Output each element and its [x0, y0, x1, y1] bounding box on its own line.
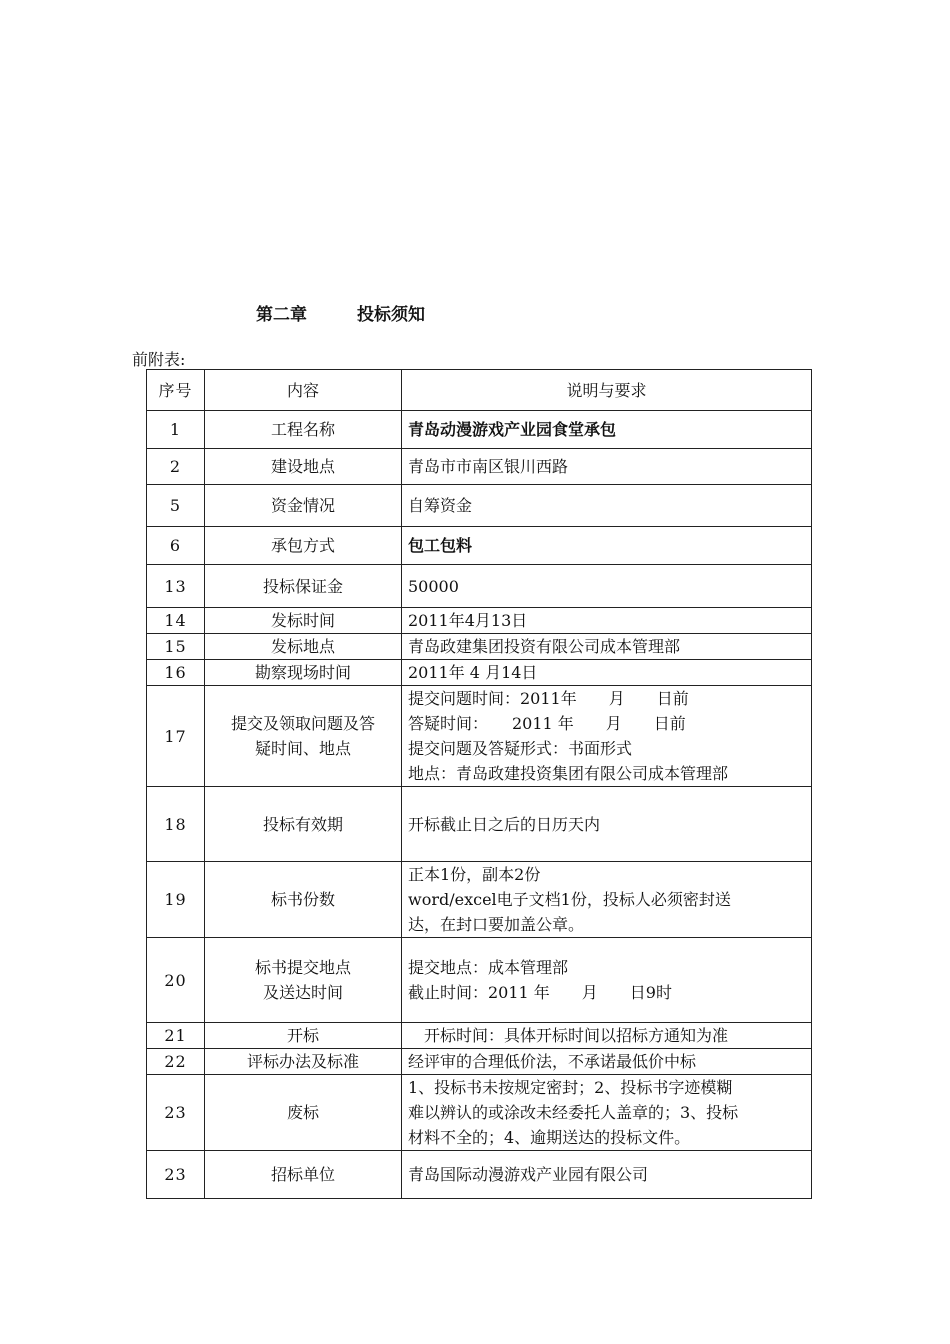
row-description: [402, 686, 812, 787]
table-row: [147, 411, 812, 449]
row-number: 23: [147, 1075, 205, 1151]
row-description-line: 截止时间：2011 年 月 日9时: [408, 983, 672, 1002]
row-item: 招标单位: [205, 1151, 402, 1199]
row-item: 标书份数: [205, 862, 402, 938]
row-description: [402, 660, 812, 686]
row-item: 评标办法及标准: [205, 1049, 402, 1075]
row-description-line: 青岛政建集团投资有限公司成本管理部: [408, 637, 681, 656]
row-number: 16: [147, 660, 205, 686]
row-number: 15: [147, 634, 205, 660]
row-description-line: 难以辨认的或涂改未经委托人盖章的；3、投标: [408, 1103, 739, 1122]
row-description-line: 青岛市市南区银川西路: [408, 457, 569, 476]
table-row: [147, 787, 812, 862]
table-row: [147, 634, 812, 660]
table-row: [147, 686, 812, 787]
row-item: 投标有效期: [205, 787, 402, 862]
row-description-line: 包工包料: [408, 536, 473, 555]
row-description-line: 地点：青岛政建投资集团有限公司成本管理部: [408, 764, 729, 783]
row-number: 19: [147, 862, 205, 938]
row-item: 发标时间: [205, 608, 402, 634]
table-row: [147, 1049, 812, 1075]
row-item-line: 疑时间、地点: [254, 739, 351, 758]
row-item: 发标地点: [205, 634, 402, 660]
row-description: [402, 787, 812, 862]
row-description: [402, 565, 812, 608]
row-item: 工程名称: [205, 411, 402, 449]
row-item: [205, 686, 402, 787]
row-item: 资金情况: [205, 485, 402, 527]
table-row: [147, 1023, 812, 1049]
row-description-line: 开标截止日之后的日历天内: [408, 814, 601, 834]
row-item: 废标: [205, 1075, 402, 1151]
table-row: [147, 485, 812, 527]
row-description: [402, 449, 812, 485]
row-description: [402, 938, 812, 1023]
row-description-line: 材料不全的；4、逾期送达的投标文件。: [408, 1128, 691, 1147]
row-description: [402, 608, 812, 634]
row-description-line: 提交地点：成本管理部: [408, 958, 569, 977]
row-number: 17: [147, 686, 205, 787]
row-number: 23: [147, 1151, 205, 1199]
row-description-line: 2011年 4 月14日: [408, 663, 538, 682]
row-description: [402, 1049, 812, 1075]
row-description-line: 50000: [408, 576, 459, 596]
header-desc: 说明与要求: [402, 370, 812, 411]
bid-instructions-table: [146, 369, 812, 1199]
row-number: 5: [147, 485, 205, 527]
row-number: 6: [147, 527, 205, 565]
row-number: 14: [147, 608, 205, 634]
table-row: [147, 449, 812, 485]
row-description: [402, 411, 812, 449]
row-description-line: 达，在封口要加盖公章。: [408, 915, 585, 934]
row-item-line: 及送达时间: [262, 983, 343, 1002]
table-row: [147, 1075, 812, 1151]
row-description-line: 青岛动漫游戏产业园食堂承包: [408, 420, 617, 439]
table-row: [147, 565, 812, 608]
row-description-line: 答疑时间： 2011 年 月 日前: [408, 714, 686, 733]
row-item: 投标保证金: [205, 565, 402, 608]
row-description-line: 提交问题时间：2011年 月 日前: [408, 689, 689, 708]
row-description: [402, 527, 812, 565]
row-number: 21: [147, 1023, 205, 1049]
row-item: 开标: [205, 1023, 402, 1049]
row-item: 勘察现场时间: [205, 660, 402, 686]
row-number: 1: [147, 411, 205, 449]
row-description-line: 经评审的合理低价法，不承诺最低价中标: [408, 1052, 697, 1071]
row-description-line: 正本1份，副本2份: [408, 865, 541, 884]
table-header-row: [147, 370, 812, 411]
row-item-line: 标书提交地点: [254, 958, 351, 977]
row-description-line: 自筹资金: [408, 496, 473, 515]
row-number: 13: [147, 565, 205, 608]
pre-table-label: 前附表:: [132, 350, 186, 369]
row-number: 18: [147, 787, 205, 862]
row-description-line: word/excel电子文档1份，投标人必须密封送: [408, 890, 731, 909]
row-description: [402, 1075, 812, 1151]
row-description: [402, 862, 812, 938]
row-number: 22: [147, 1049, 205, 1075]
chapter-title: 投标须知: [357, 305, 425, 325]
header-item: 内容: [205, 370, 402, 411]
header-no: 序号: [147, 370, 205, 411]
table-row: [147, 938, 812, 1023]
table-row: [147, 527, 812, 565]
row-number: 2: [147, 449, 205, 485]
row-item: 建设地点: [205, 449, 402, 485]
table-row: [147, 1151, 812, 1199]
row-description: [402, 485, 812, 527]
table-row: [147, 608, 812, 634]
row-description-line: 青岛国际动漫游戏产业园有限公司: [408, 1165, 649, 1184]
row-item: [205, 938, 402, 1023]
row-description: [402, 634, 812, 660]
chapter-number: 第二章: [256, 305, 307, 325]
row-description: [402, 1023, 812, 1049]
row-description-line: 提交问题及答疑形式：书面形式: [408, 739, 633, 758]
row-description-line: 1、投标书未按规定密封；2、投标书字迹模糊: [408, 1078, 733, 1097]
row-description-line: 开标时间：具体开标时间以招标方通知为准: [408, 1026, 729, 1045]
chapter-heading: [256, 300, 425, 325]
table-row: [147, 862, 812, 938]
table-row: [147, 660, 812, 686]
row-item: 承包方式: [205, 527, 402, 565]
row-description: [402, 1151, 812, 1199]
row-description-line: 2011年4月13日: [408, 611, 528, 630]
row-number: 20: [147, 938, 205, 1023]
row-item-line: 提交及领取问题及答: [230, 714, 375, 733]
